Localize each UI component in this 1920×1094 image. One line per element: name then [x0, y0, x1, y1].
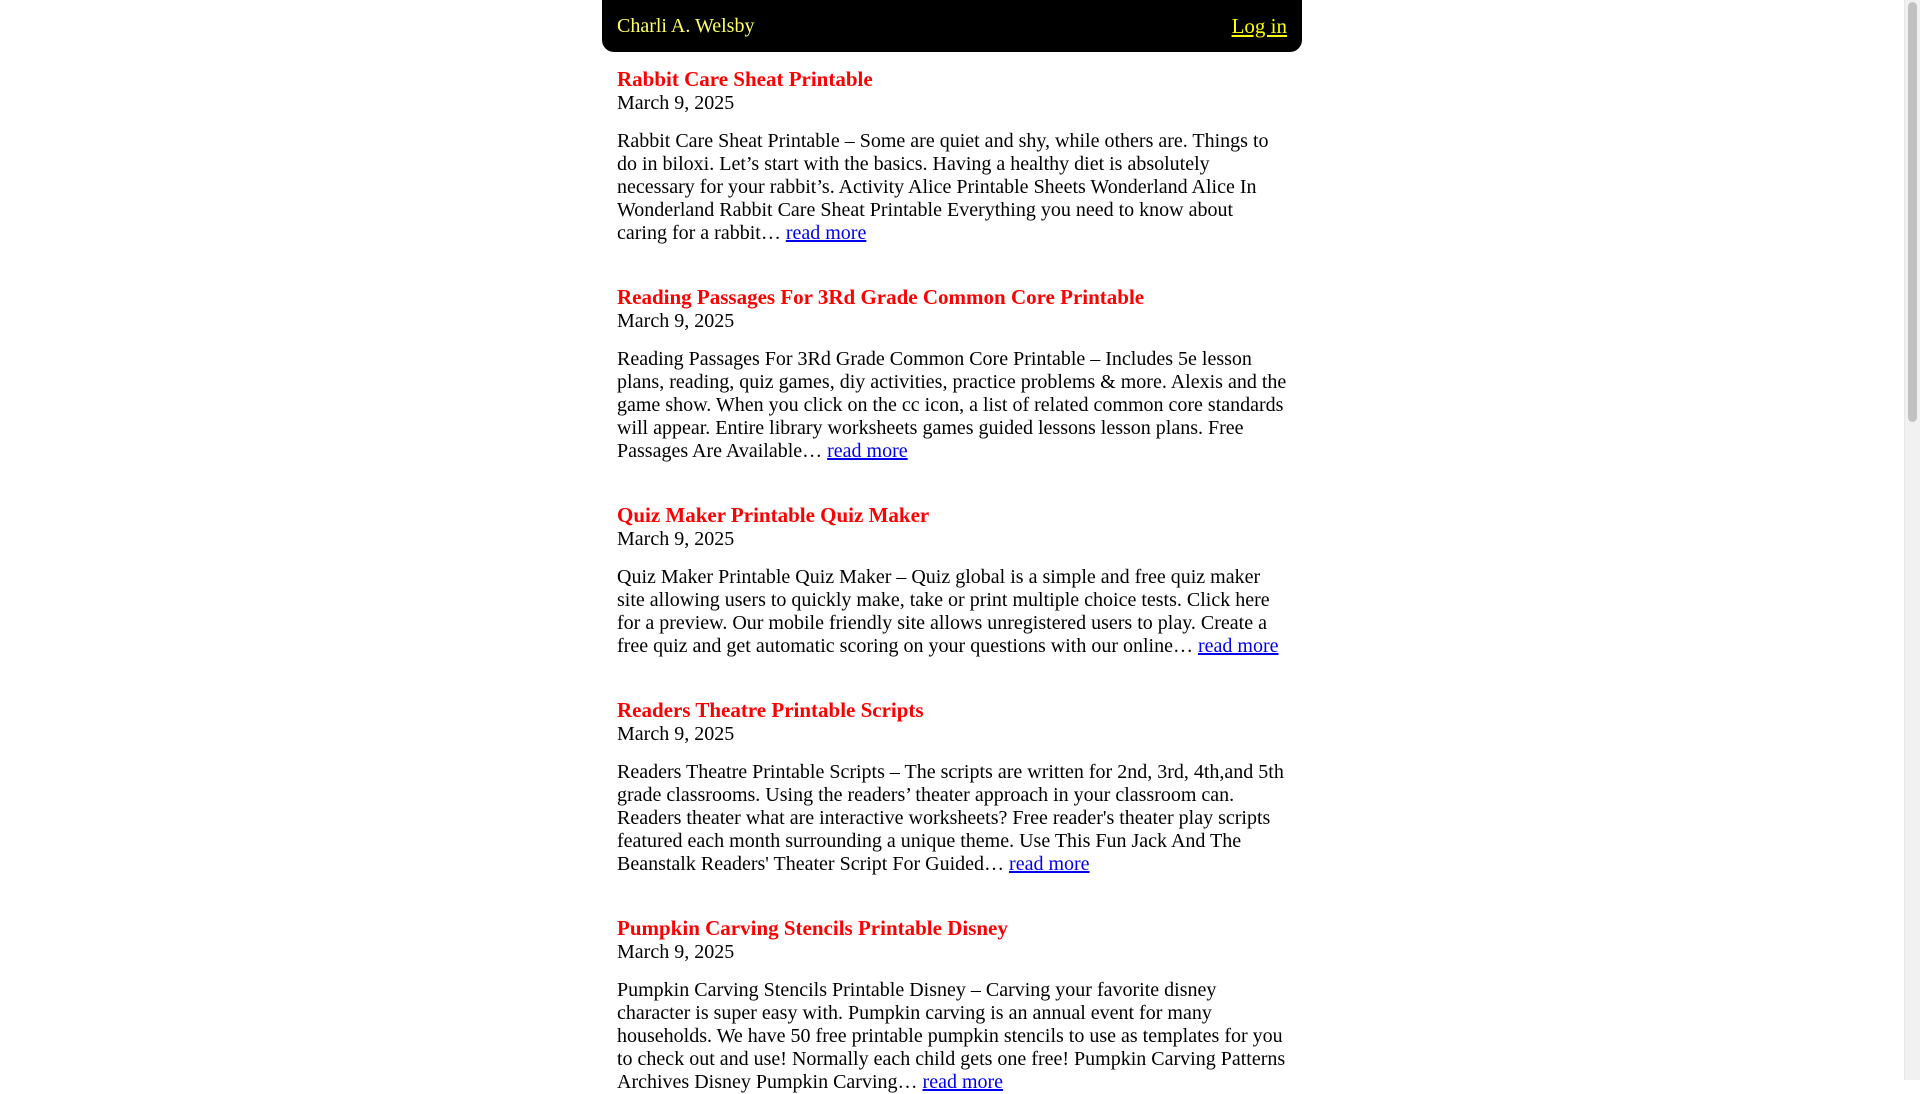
post-excerpt-text: Readers Theatre Printable Scripts – The scripts are written for 2nd, 3rd, 4th,and 5th grade classrooms. Using the readers’ theater approach in your classroom can. Readers theater what are interactive worksheets? Free reader's theater play scripts featured each month surrounding a unique theme. Use This Fun Jack And The Beanstalk Readers' Theater Script For Guided…	[617, 761, 1284, 875]
post-title-link[interactable]: Quiz Maker Printable Quiz Maker	[617, 503, 930, 527]
site-header	[602, 0, 1302, 52]
post-date: March 9, 2025	[617, 941, 735, 963]
post-item	[617, 285, 1287, 463]
post-excerpt-text: Reading Passages For 3Rd Grade Common Core Printable – Includes 5e lesson plans, reading, quiz games, diy activities, practice problems & more. Alexis and the game show. When you click on the cc icon, a list of related common core standards will appear. Entire library worksheets games guided lessons lesson plans. Free Passages Are Available…	[617, 348, 1287, 462]
post-title-link[interactable]: Pumpkin Carving Stencils Printable Disney	[617, 916, 1008, 940]
post-item	[617, 503, 1287, 658]
post-item	[617, 67, 1287, 245]
post-excerpt-text: Quiz Maker Printable Quiz Maker – Quiz global is a simple and free quiz maker site allowing users to quickly make, take or print multiple choice tests. Click here for a preview. Our mobile friendly site allows unregistered users to play. Create a free quiz and get automatic scoring on your questions with our online…	[617, 566, 1270, 657]
read-more-link[interactable]: read more	[1009, 853, 1090, 875]
post-excerpt	[617, 761, 1287, 876]
read-more-link[interactable]: read more	[922, 1071, 1004, 1093]
post-title-link[interactable]: Reading Passages For 3Rd Grade Common Core Printable	[617, 285, 1145, 309]
read-more-link[interactable]: read more	[1197, 635, 1279, 657]
post-item	[617, 916, 1287, 1094]
post-excerpt	[617, 130, 1287, 245]
post-list	[602, 52, 1302, 1094]
scrollbar-thumb[interactable]	[1908, 2, 1917, 422]
post-date: March 9, 2025	[617, 92, 735, 114]
post-title-link[interactable]: Readers Theatre Printable Scripts	[617, 698, 924, 722]
post-excerpt-text: Pumpkin Carving Stencils Printable Disney – Carving your favorite disney character is super easy with. Pumpkin carving is an annual event for many households. We have 50 free printable pumpkin stencils to use as templates for you to check out and use! Normally each child gets one free! Pumpkin Carving Patterns Archives Disney Pumpkin Carving…	[617, 979, 1286, 1093]
login-link[interactable]: Log in	[1231, 13, 1287, 38]
post-excerpt	[617, 348, 1287, 463]
post-date: March 9, 2025	[617, 310, 735, 332]
post-excerpt	[617, 566, 1287, 658]
read-more-link[interactable]: read more	[785, 222, 867, 244]
post-excerpt	[617, 979, 1287, 1094]
post-date: March 9, 2025	[617, 528, 735, 550]
post-excerpt-text: Rabbit Care Sheat Printable – Some are quiet and shy, while others are. Things to do in biloxi. Let’s start with the basics. Having a healthy diet is absolutely necessary for your rabbit’s. Activity Alice Printable Sheets Wonderland Alice In Wonderland Rabbit Care Sheat Printable Everything you need to know about caring for a rabbit…	[617, 130, 1269, 244]
read-more-link[interactable]: read more	[827, 440, 908, 462]
content-wrapper	[602, 0, 1302, 1094]
vertical-scrollbar[interactable]	[1904, 0, 1920, 1080]
post-item	[617, 698, 1287, 876]
post-title-link[interactable]: Rabbit Care Sheat Printable	[617, 67, 873, 91]
post-date: March 9, 2025	[617, 723, 735, 745]
site-title-link[interactable]: Charli A. Welsby	[617, 14, 755, 37]
